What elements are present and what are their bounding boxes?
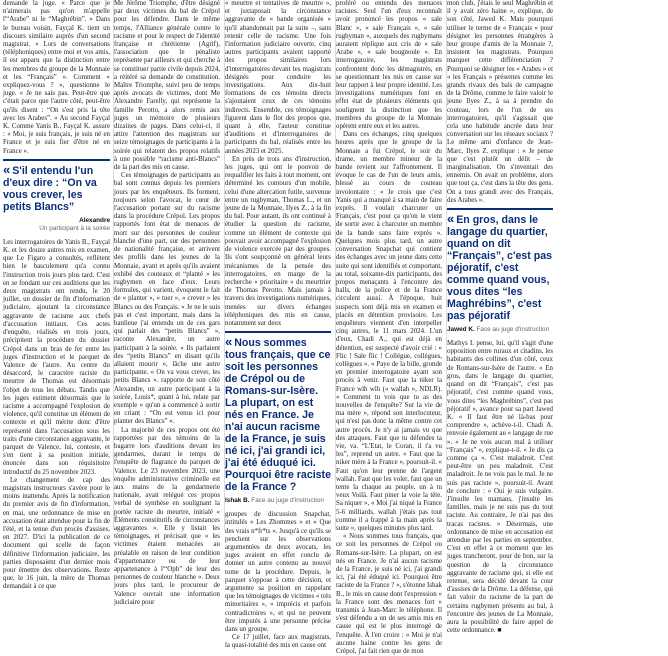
paragraph: Dans ces échanges, cinq quelques heures après que le groupe de la Monnaie a fui Crépol, le soir du drame, un membre mineur de la bande revient sur l'affrontement. Il évoque le cas de l'un de leurs amis, blessé au cours de couteau involontaire : « Je crois que c'est Yanis qui a manqué à sa main de faire exprès. Il voulait charcuter un Français, c'est pour ça qu'on le vient de sortir avec à charcuter un membre de la bande sans faire exprès ». Quelques mois plus tard, un autre conversation Snapchat qui contient des échanges avec un jeune dans cette suite qui sont identifiés et comportant, au total, soixante-dix participants, des propos menaçants à l'encontre des halls, de la police et de la France circulent aussi. À l'époque, huit suspects sont déjà mis en examen et placés en détention provisoire. Les enquêteurs viennent d'en interpeller cinq autres, le 11 mars 2024. L'un d'eux, Chadi A., qui est déjà en détention, est suspecté d'avoir crié : « Flic ! Sale flic ! Collégue, collègues, collègues ». « Paye de la bille, gronde en premier interrogatoire ayant son procès à venir. Faut que la niker la France wlh wlh (« wallah », NDLR). « Comment tu vois que tu as des nouvelles de l'enquête? Sur la vie de ma mère », répond son interlocuteur, qui n'est pas donc la même contre cet autre procès. Je n'y ai jamais vu que des attaques. Faut que tu défendes ta vie, va. “L'Etat, le Coran, il t'a vu les”, reprend un autre. « Faut que la niker mère à la France », poursuit-il. « Faut qu'on leur prenne de l'argent wallah. Faut que les voler, faut que un tente la chaque au peuple, un à tu veux Voilà. Faut piner la voie la tête. Sa niquer », « Moi j'ai niqué la France 5-6 milliards, wallah j'étais pas tout comme il a frappé à la main après la suite », quelques minutes plus tard. <box>336 131 442 532</box>
quote-author: Alexandre <box>79 216 110 224</box>
pull-quote <box>447 211 553 323</box>
quote-rule <box>3 159 110 161</box>
pull-quote <box>225 334 331 494</box>
pull-quote-text: S'il entendu l'un d'eux dire : “On va vous crever, les petits Blancs” <box>3 164 97 213</box>
column-1 <box>3 0 110 591</box>
paragraph: groupes de discussion Snapchat, intitulés « Les Zhommes » et « Que des vrais n*fr*ts ». Jusqu'à ce qu'ils se penchent sur les observations argumentées de deux avocats, les juges avaient en effet conclu de donner un autre contenu au nouvel tome de la procédure. Depuis, le parquet s'oppose à cette décision, et argumente sa position en rappelant que les témoignages de victimes « très minoritaires », « imprécis et parfois contradictoires », et qui ne peuvent être imputés à une personne précise dans un groupe. <box>225 511 332 633</box>
quote-role: Un participant à la soirée <box>39 224 110 232</box>
quote-author: Ishak B. <box>225 497 250 505</box>
quote-author: Jawed K. <box>447 326 475 334</box>
paragraph: Les interrogatoires de Yanis B., Fayçal K. et les douze autres mis en examen, que Le Figaro a consultés, reflètent bien le basculement qu'a connu l'instruction trois jours plus tard. C'est en se fondant sur ces auditions que les deux magistrats ont rendu, le 20 juillet, un dossier de fin d'information judiciaire, ajoutant la circonstance aggravante de racisme aux chefs d'accusation initiaux. Ces actes d'enquête, réalisés en trois jours, précipitent la procédure du dossier Crépol dans un bras de fer entre les juges d'instruction et le parquet de Valence de l'autre. Au centre du désaccord, le caractère raciste du meurtre de Thomas est désormais l'objet de tous les débats. Tandis que les juges estiment désormais que le racisme a accompagné l'explosion de violence, qu'il constitue un élément de contexte et qu'il mérite donc d'être représenté dans l'accusation sous les traits d'une circonstance aggravante, le parquet de Valence, lui, conteste, et s'en tient à sa position initiale, énoncée dans son réquisitoire introductif du 25 novembre 2023. <box>3 238 110 476</box>
paragraph: « meurtre et tentatives de meurtre », et juxtaposait la circonstance aggravante de « bande organisée » qu'il abandonnait par la suite –, sans retenir celle de racisme. Une fois l'information judiciaire ouverte, cinq autres participants avaient rapporté des propos similaires lors d'interrogatoires devant les magistrats désignés pour conduire les investigations. Aux dix-huit formations de ces témoins directs s'ajoutaient ceux de ces témoins indirects. Ensemble, ces témoignages figurent dans le flot des propos que, quant à elle, l'auteur constitue d'auditions et d'interrogatoires de participants du bal, réalisés entre les années 2023 et 2025. <box>225 0 331 155</box>
column-4 <box>335 0 442 656</box>
paragraph: Le changement de cap des magistrats instructeurs s'avère pour le moins inattendu. Après la notification du premier avis de fin d'information, en mai, une ordonnance de mise en accusation était attendue pour la fin de l'été, et la tenue d'un procès d'assises, en 2027. D'ici la publication de ce document qui scelle de façon définitive l'information judiciaire, les parties disposaient d'un dernier mois pour émettre des observations. Reste que, le 16 juin, la mère de Thomas demandait à ce que <box>3 476 110 591</box>
paragraph: demande la juge. « Parce que je n'aimerais pas qu'on m'appelle l'“Arabe” ni le “Maghrébin”. » Dans le bureau voisin, Fayçal K. tient un discours similaire auprès d'un second magistrat. « Lors de conversations (téléphoniques) entre moi et vos amis, il est apparu que la distinction entre les membres du groupe de la Monnaie et les “Français” ». Comment « expliquez-vous ? », questionne le juge. « Je ne sais pas. Peut-être que c'était parce que l'autre côté, peut-être qu'ils disent : “On s'est pris la tête avec les Arabes”. » Au second Fayçal K. Comme Yanis B., Fayçal K. assure : « Moi, je suis français, je suis né en France et je suis fier d'être né en France ». <box>3 0 110 155</box>
paragraph: Ce 17 juillet, face aux magistrats, la quasi-totalité des mis en cause ont <box>225 634 331 650</box>
pull-quote-text: En gros, dans le langage du quartier, quand on dit “Français”, c'est pas péjoratif, c'est comme quand vous, vous dites “les Maghrébins”, c'est pas péjoratif <box>447 214 552 323</box>
paragraph: mon club, j'étais le seul Maghrébin et il y avait zéro haine », explique, de son côté, Jawed K. Mais pourquoi utiliser le terme de « Français » pour désigner les personnes étrangères à leur groupe d'amis de la Monnaie ?, insistent les magistrats. Pourquoi marquer cette différenciation ? Pourquoi se désigner les « Arabes » et « les Français » présentes comme les grands rivaux des bals de campagne de la Drôme, comme le faire valoir le jeune Ilyes Z., à sa à prendre du couteau, lors de l'un de ses interrogatoires, qu'il s'agissait que cela une habitude ancrée dans leur conversation sur les réseaux sociaux ? Le même ami d'enfance de Jean-Marc, Ilyes Z. explique : « Je pense que c'est plutôt un délit – de marginalisation. On s'inventait des ennemis. On avait un problème, alors que tout ça, c'est dans la tête des gens. On a tous grandi avec des Français, des Arabes ». <box>447 0 553 204</box>
paragraph: Mathys I. pense, lui, qu'il s'agit d'une opposition entre ruraux et citadins, les habitants des collines d'un côté, ceux de Romans-sur-Isère de l'autre. « En gros, dans le langage du quartier, quand on dit “Français”, c'est pas péjoratif, c'est comme quand vous, vous dites “les Maghrébins”, c'est pas péjoratif », avance pour sa part Jawed K. « Il faut être né là-bas pour comprendre », achève-t-il. Chadi A. renvoie également au « langage de rue ». « Je ne vois aucun mal à utiliser “Français” », explique-t-il. « Je dis ça comme ça ». C'est maladroit. C'est peut-être un peu maladroit. C'est maladroit. Je ne vois pas le mal. Je ne suis pas raciste », poursuit-il. Avant de conclure : « Oui je suis vulgaire. J'insulte les mamans, j'insulte les familles, mais je ne suis pas du tout raciste. Au contraire, Je n'ai pas des tracas racistes. » Désormais, une ordonnance de mise en accusation est attendue par les parties en septembre. C'est en effet à ce moment que les juges trancheront, pour de bon, sur la question de la circonstance aggravante de racisme qui, si elle est retenue, sera décidé devant la cour d'assises de la Drôme. La défense, qui fait valoir du racisme de la part de certains rugbymen présents au bal, à l'encontre des jeunes de La Monnaie, aura la possibilité de faire appel de cette ordonnance. ■ <box>447 340 553 635</box>
paragraph: Me Jérôme Triomphe, d'être désigné par deux victimes du bal de Crépol pour les défendre. Dans le même temps, l'Alliance générale contre le racisme et pour le respect de l'identité française et chrétienne (Agrif), l'association que le pénaliste représente par ailleurs et qui cherche à se constituer partie civile depuis 2024, a réitéré sa demande de constitution. Maître Triomphe, suivi peu de temps après avocats de victimes, dont Me Alexandre Farelly, qui représente la famille Perotto, a alors remis aux juges un mémoire de plusieurs dizaines de pages. Dans celui-ci, il attire l'attention des magistrats sur seize témoignages de participants à la soirée qui relatent des propos relatifs à une possible “racisme anti-Blancs” de la part des mis en cause. <box>114 0 221 172</box>
quote-rule <box>447 208 553 210</box>
column-2 <box>113 0 221 606</box>
column-3 <box>224 0 332 650</box>
paragraph: La majorité de ces propos ont été rapportées par des témoins de la bagarre lors d'auditions devant les gendarmes, durant le temps de l'enquête de flagrance du parquet de Valence. Le 23 novembre 2023, une enquête administrative criminelle est aux mains de la gendarmerie nationale, avait relégué ces propos verbal de synthèse en soulignant la portée raciste du meurtre, initialé « Éléments constitutifs de circonstances aggravantes ». Elle y listait les témoignages, et précisait que « les victimes étaient menacées au préalable en raison de leur condition d'appartenance ou de leur appartenance à l'“Oph” de leur des personnes de couleur blanche ». Deux jours plus tard, le procureur de Valence ouvrait une information judiciaire pour <box>114 426 220 606</box>
quote-mark-icon: « <box>225 334 233 350</box>
column-5 <box>446 0 553 635</box>
pull-quote <box>3 161 110 213</box>
pull-quote-text: Nous sommes tous français, que ce soit les personnes de Crépol ou de Romans-sur-Isère. La plupart, on est nés en France. Je n'ai aucun racisme de la France, je suis né ici, j'ai grandi ici, j'ai été éduqué ici. Pourquoi être raciste de la France ? <box>225 337 331 494</box>
quote-attribution <box>447 326 553 334</box>
quote-role: Face au juge d'instruction <box>476 326 550 334</box>
quote-mark-icon: « <box>447 211 455 227</box>
paragraph: Ces témoignages de participants au bal sont connus depuis les premiers jours par les enquêteurs. Ils forment, toujours selon l'avocat, le cœur de l'accusation portant sur du racisme dans la procédure Crépol. Les propos rapportés font état de menaces de mort sur des personnes de couleur blanche d'une part, sur des personnes de nationalité française, et arrivent des profils dans les jeunes de la Monnaie, avant et après qu'ils avaient exhibé des couteaux et “planté » les rugbymen en face d'eux. Leurs formules, qui varient, évoquent le fait de « planter », « tuer », « crever » les Blancs ou des Français. « Je ne le suis pas et c'est important, mais dans la banlieue j'ai entendu un de ces gars qui parlait des “petits Blancs” », raconte Alexandre, un autre participant à la soirée. « Ils parlaient des “petits Blancs” en disant qu'ils allaient mourir », lâche une autre participante. « On va vous crever, les petits Blancs ». rapporte de son côté Alexandre, un autre participant à la soirée, Louis*, quant à lui, relate par exemple « qu'un a commencé à sortir en criant : “On est venus ici pour planter des Blancs” ». <box>114 172 220 426</box>
quote-role: Face au juge d'instruction <box>251 497 324 505</box>
quote-rule <box>225 331 331 333</box>
quote-mark-icon: « <box>3 161 11 177</box>
paragraph: proféré ou entendu des menaces racistes. Seul l'un d'eux reconnaît avoir prononcé les propos « sale Blanc », « sale Français », « sale rugbyman », auxquels des rugbymans auraient réplique aux cris de « sale Arabe », « sale bougnoule ». En interrogatoire, les magistrats confrontent donc les démagistrés, en se questionnant les mis en cause sur leur rapport à leur propre identité. Les investigations numériques font en effet état de plusieurs éléments qui soulignent la distinction que les membres du groupe de la Monnaie opèrent entre eux et les autres. <box>336 0 442 131</box>
paragraph: « Nous sommes tous français, que ce soit les personnes de Crépol ou Romans-sur-Isère. La plupart, on est nés en France. Je n'ai aucun racisme de la France, je suis né ici, j'ai grandi ici, j'ai été éduqué ici. Pourquoi être raciste de la France ? », s'étonne Ishak B., le mis en cause dont l'expression « la France sont des menaces fort » transmis à Jean-Marc le téléphone. Il s'est défendu a un de ses amis mis en cause qui est le plus interrogé de l'enquête. À l'en croire : « Moi je n'ai aucune haine contre les gens de Crépol, j'ai fait rien que de mon <box>336 533 442 656</box>
quote-attribution <box>3 217 110 233</box>
paragraph: En près de trois ans d'instruction, les juges, qui ont le pouvoir de requalifier les faits à tout moment, ont déterminé les contours d'un mobile, celui d'une altercation futile, survenue entre un rugbyman, Thomas L., et un jeune de la Monnaie, Ilyes Z., à la fin du bal. Pour autant, ils ont continué à étudier la question du racisme, comme un élément de contexte qui pouvait avoir accompagné l'explosion de violence exercée par des groupes. Ils s'ont soupçonné en général leurs mécanismes de la pensée des interrogatoires, en marge de la recherche « prioritaire » du meurtrier de Thomas Perotto. Mais jamais à travers des investigations numériques, menées sur divers échanges téléphoniques des mis en cause, notamment sur deux <box>225 155 331 327</box>
quote-attribution <box>225 497 331 505</box>
